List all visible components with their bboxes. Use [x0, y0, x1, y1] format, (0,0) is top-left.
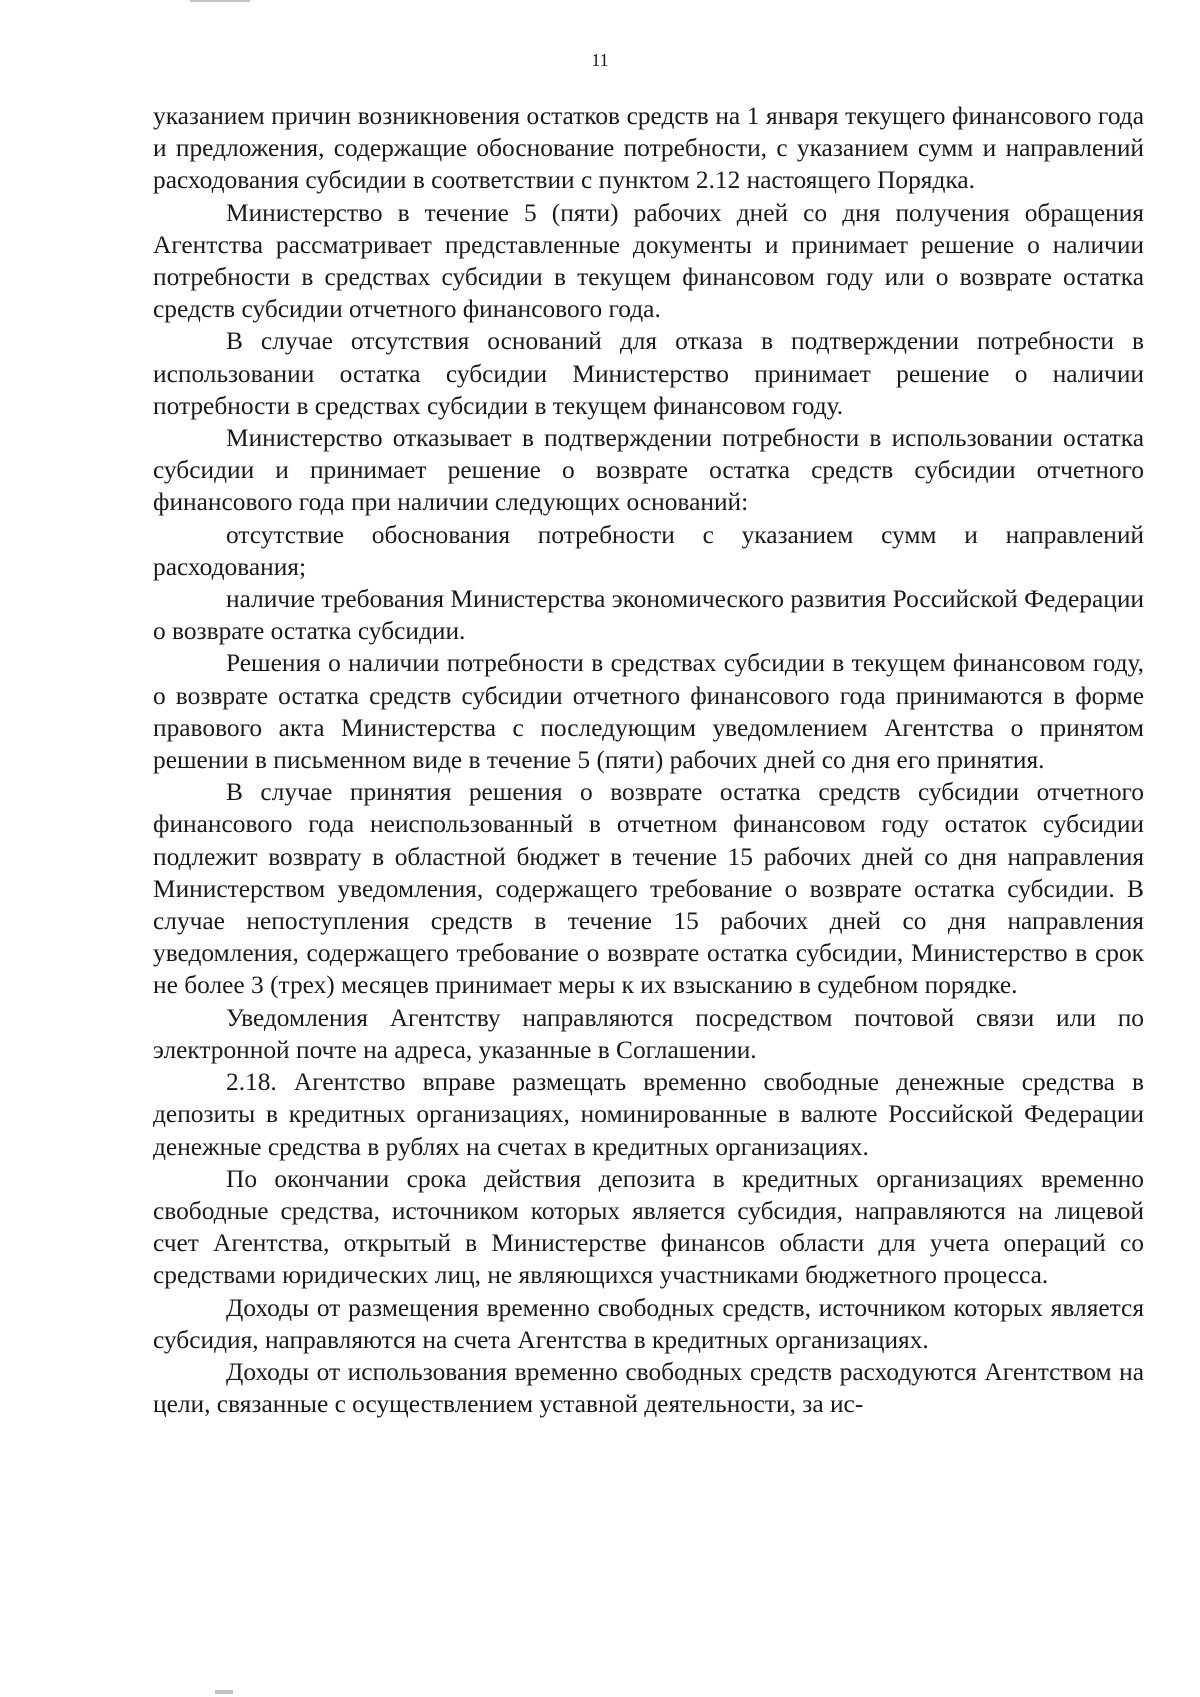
page-number: 11: [591, 50, 609, 70]
paragraph: Доходы от размещения временно свободных средств, источником которых является субсидия, направляются на счета Агентства в кредитных организациях.: [153, 1293, 1144, 1354]
paragraph: отсутствие обоснования потребности с указанием сумм и направлений расходования;: [153, 520, 1144, 581]
document-body: [153, 100, 1144, 1420]
paragraph: Уведомления Агентству направляются посредством почтовой связи или по электронной почте на адреса, указанные в Соглашении.: [153, 1003, 1144, 1064]
paragraph: Решения о наличии потребности в средствах субсидии в текущем финансовом году, о возврате остатка средств субсидии отчетного финансового года принимаются в форме правового акта Министерства с последующим уведомлением Агентства о принятом решении в письменном виде в течение 5 (пяти) рабочих дней со дня его принятия.: [153, 649, 1144, 775]
paragraph: По окончании срока действия депозита в кредитных организациях временно свободные средства, источником которых является субсидия, направляются на лицевой счет Агентства, открытый в Министерстве финансов области для учета операций со средствами юридических лиц, не являющихся участниками бюджетного процесса.: [153, 1164, 1144, 1290]
scan-artifact-bottom: [215, 1690, 233, 1694]
paragraph: Министерство в течение 5 (пяти) рабочих дней со дня получения обращения Агентства рассматривает представленные документы и принимает решение о наличии потребности в средствах субсидии в текущем финансовом году или о возврате остатка средств субсидии отчетного финансового года.: [153, 198, 1144, 324]
paragraph: Министерство отказывает в подтверждении потребности в использовании остатка субсидии и принимает решение о возврате остатка средств субсидии отчетного финансового года при наличии следующих оснований:: [153, 424, 1144, 517]
paragraph: 2.18. Агентство вправе размещать временно свободные денежные средства в депозиты в кредитных организациях, номинированные в валюте Российской Федерации денежные средства в рублях на счетах в кредитных организациях.: [153, 1068, 1144, 1161]
scan-artifact-top: [190, 0, 250, 2]
paragraph: Доходы от использования временно свободных средств расходуются Агентством на цели, связанные с осуществлением уставной деятельности, за ис-: [153, 1357, 1144, 1419]
paragraph: В случае отсутствия оснований для отказа в подтверждении потребности в использовании остатка субсидии Министерство принимает решение о наличии потребности в средствах субсидии в текущем финансовом году.: [153, 327, 1144, 420]
paragraph: наличие требования Министерства экономического развития Российской Федерации о возврате остатка субсидии.: [153, 585, 1145, 646]
paragraph: В случае принятия решения о возврате остатка средств субсидии отчетного финансового года неиспользованный в отчетном финансовом году остаток субсидии подлежит возврату в областной бюджет в течение 15 рабочих дней со дня направления Министерством уведомления, содержащего требование о возврате остатка субсидии. В случае непоступления средств в течение 15 рабочих дней со дня направления уведомления, содержащего требование о возврате остатка субсидии, Министерство в срок не более 3 (трех) месяцев принимает меры к их взысканию в судебном порядке.: [153, 778, 1144, 1000]
paragraph: указанием причин возникновения остатков средств на 1 января текущего финансового года и предложения, содержащие обоснование потребности, с указанием сумм и направлений расходования субсидии в соответствии с пунктом 2.12 настоящего Порядка.: [153, 102, 1144, 195]
